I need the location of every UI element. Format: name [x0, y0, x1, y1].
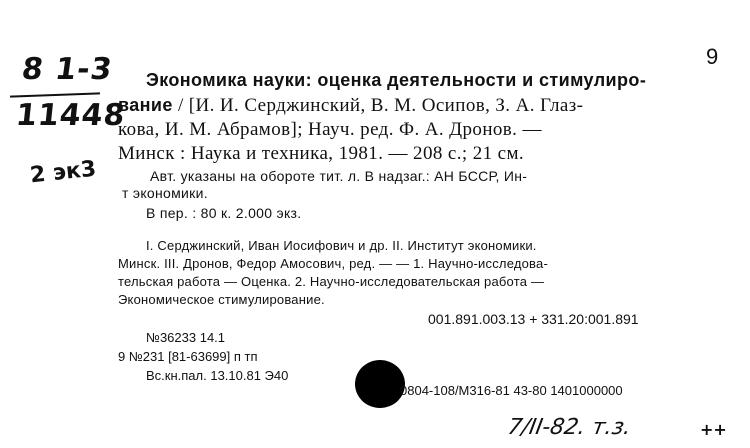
inventory-note: 7/II-82. т.з.: [505, 415, 634, 440]
corner-marks: ++: [700, 420, 727, 439]
tracing-line-4: Экономическое стимулирование.: [118, 292, 325, 307]
title-bold: Экономика науки: оценка деятельности и стимулиро-: [146, 70, 647, 90]
catalog-date: Вс.кн.пал. 13.10.81 Э40: [146, 368, 289, 383]
page-number: 9: [706, 44, 719, 69]
tracing-line-1: I. Серджинский, Иван Иосифович и др. II. Институт экономики.: [146, 238, 537, 253]
note-authors: Авт. указаны на обороте тит. л. В надзаг.: АН БССР, Ин-: [150, 168, 528, 184]
shelf-mark-bottom: 11448: [14, 98, 128, 133]
book-chamber-number: 9 №231 [81-63699] п тп: [118, 349, 258, 364]
note-price: В пер. : 80 к. 2.000 экз.: [146, 205, 302, 221]
ink-blot: [355, 360, 405, 408]
title-bold-end: вание: [118, 95, 173, 115]
tracing-line-2: Минск. III. Дронов, Федор Амосович, ред. — — 1. Научно-исследова-: [118, 256, 548, 271]
shelf-mark-top: 8 1-3: [19, 52, 115, 87]
copies-note: 2 эк3: [28, 156, 98, 189]
note-institute: т экономики.: [122, 185, 208, 201]
authors-start: / [И. И. Серджинский, В. М. Осипов, З. А. Глаз-: [172, 95, 584, 116]
udc-classification: 001.891.003.13 + 331.20:001.891: [428, 311, 639, 327]
order-number: №36233 14.1: [146, 330, 226, 345]
authors-editor-line: кова, И. М. Абрамов]; Науч. ред. Ф. А. Дронов. —: [118, 119, 542, 140]
title-line-1: [146, 70, 646, 92]
tracing-line-3: тельская работа — Оценка. 2. Научно-исследовательская работа —: [118, 274, 545, 289]
shelf-mark-divider: [10, 92, 100, 97]
code-line: 0804-108/М316-81 43-80 1401000000: [400, 383, 623, 398]
title-line-2: [118, 95, 583, 117]
imprint-line: Минск : Наука и техника, 1981. — 208 с.; 21 см.: [118, 143, 525, 164]
